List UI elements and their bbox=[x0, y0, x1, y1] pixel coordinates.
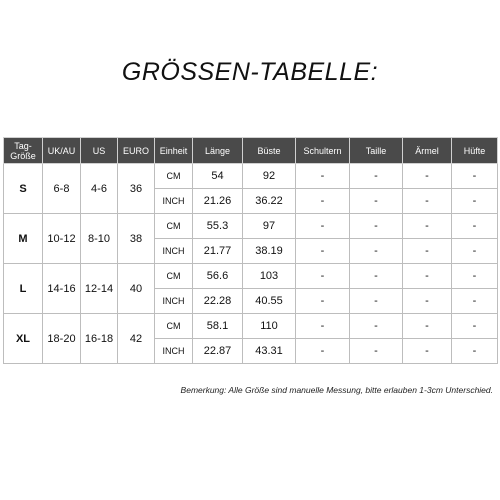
length-cell: 21.26 bbox=[193, 189, 243, 214]
size-cell: XL bbox=[4, 314, 43, 364]
header-sleeve: Ärmel bbox=[403, 138, 452, 164]
sleeve-cell: - bbox=[403, 189, 452, 214]
sleeve-cell: - bbox=[403, 264, 452, 289]
length-cell: 22.87 bbox=[193, 339, 243, 364]
uk-cell: 6-8 bbox=[43, 164, 81, 214]
waist-cell: - bbox=[350, 189, 403, 214]
header-unit: Einheit bbox=[155, 138, 193, 164]
table-row bbox=[4, 314, 498, 339]
unit-cell: CM bbox=[155, 214, 193, 239]
header-waist: Taille bbox=[350, 138, 403, 164]
unit-cell: INCH bbox=[155, 339, 193, 364]
waist-cell: - bbox=[350, 214, 403, 239]
unit-cell: INCH bbox=[155, 239, 193, 264]
hip-cell: - bbox=[452, 314, 498, 339]
uk-cell: 14-16 bbox=[43, 264, 81, 314]
waist-cell: - bbox=[350, 339, 403, 364]
length-cell: 21.77 bbox=[193, 239, 243, 264]
sleeve-cell: - bbox=[403, 339, 452, 364]
shoulders-cell: - bbox=[296, 164, 350, 189]
us-cell: 16-18 bbox=[81, 314, 118, 364]
page-title: GRÖSSEN-TABELLE: bbox=[121, 58, 379, 86]
table-header-row bbox=[4, 138, 498, 164]
unit-cell: CM bbox=[155, 264, 193, 289]
size-cell: L bbox=[4, 264, 43, 314]
hip-cell: - bbox=[452, 239, 498, 264]
shoulders-cell: - bbox=[296, 214, 350, 239]
header-us: US bbox=[81, 138, 118, 164]
sleeve-cell: - bbox=[403, 314, 452, 339]
header-length: Länge bbox=[193, 138, 243, 164]
header-bust: Büste bbox=[243, 138, 296, 164]
length-cell: 54 bbox=[193, 164, 243, 189]
unit-cell: INCH bbox=[155, 189, 193, 214]
us-cell: 12-14 bbox=[81, 264, 118, 314]
bust-cell: 40.55 bbox=[243, 289, 296, 314]
waist-cell: - bbox=[350, 239, 403, 264]
size-cell: M bbox=[4, 214, 43, 264]
table-row bbox=[4, 264, 498, 289]
euro-cell: 38 bbox=[118, 214, 155, 264]
sleeve-cell: - bbox=[403, 164, 452, 189]
header-uk-au: UK/AU bbox=[43, 138, 81, 164]
size-table bbox=[3, 137, 498, 364]
shoulders-cell: - bbox=[296, 339, 350, 364]
bust-cell: 43.31 bbox=[243, 339, 296, 364]
uk-cell: 18-20 bbox=[43, 314, 81, 364]
table-row bbox=[4, 164, 498, 189]
hip-cell: - bbox=[452, 264, 498, 289]
sleeve-cell: - bbox=[403, 239, 452, 264]
waist-cell: - bbox=[350, 289, 403, 314]
hip-cell: - bbox=[452, 214, 498, 239]
length-cell: 55.3 bbox=[193, 214, 243, 239]
header-hip: Hüfte bbox=[452, 138, 498, 164]
euro-cell: 36 bbox=[118, 164, 155, 214]
bust-cell: 38.19 bbox=[243, 239, 296, 264]
header-shoulders: Schultern bbox=[296, 138, 350, 164]
unit-cell: INCH bbox=[155, 289, 193, 314]
bust-cell: 97 bbox=[243, 214, 296, 239]
euro-cell: 40 bbox=[118, 264, 155, 314]
us-cell: 4-6 bbox=[81, 164, 118, 214]
bust-cell: 36.22 bbox=[243, 189, 296, 214]
measurement-note: Bemerkung: Alle Größe sind manuelle Messung, bitte erlauben 1-3cm Unterschied. bbox=[180, 385, 493, 395]
shoulders-cell: - bbox=[296, 314, 350, 339]
uk-cell: 10-12 bbox=[43, 214, 81, 264]
euro-cell: 42 bbox=[118, 314, 155, 364]
unit-cell: CM bbox=[155, 314, 193, 339]
hip-cell: - bbox=[452, 164, 498, 189]
hip-cell: - bbox=[452, 189, 498, 214]
header-euro: EURO bbox=[118, 138, 155, 164]
shoulders-cell: - bbox=[296, 264, 350, 289]
sleeve-cell: - bbox=[403, 289, 452, 314]
shoulders-cell: - bbox=[296, 289, 350, 314]
waist-cell: - bbox=[350, 264, 403, 289]
header-tag-size bbox=[4, 138, 43, 164]
size-cell: S bbox=[4, 164, 43, 214]
length-cell: 56.6 bbox=[193, 264, 243, 289]
bust-cell: 110 bbox=[243, 314, 296, 339]
sleeve-cell: - bbox=[403, 214, 452, 239]
waist-cell: - bbox=[350, 164, 403, 189]
length-cell: 58.1 bbox=[193, 314, 243, 339]
header-label: Tag- Größe bbox=[10, 140, 36, 161]
table-row bbox=[4, 214, 498, 239]
shoulders-cell: - bbox=[296, 239, 350, 264]
waist-cell: - bbox=[350, 314, 403, 339]
bust-cell: 103 bbox=[243, 264, 296, 289]
hip-cell: - bbox=[452, 339, 498, 364]
us-cell: 8-10 bbox=[81, 214, 118, 264]
length-cell: 22.28 bbox=[193, 289, 243, 314]
hip-cell: - bbox=[452, 289, 498, 314]
bust-cell: 92 bbox=[243, 164, 296, 189]
unit-cell: CM bbox=[155, 164, 193, 189]
shoulders-cell: - bbox=[296, 189, 350, 214]
